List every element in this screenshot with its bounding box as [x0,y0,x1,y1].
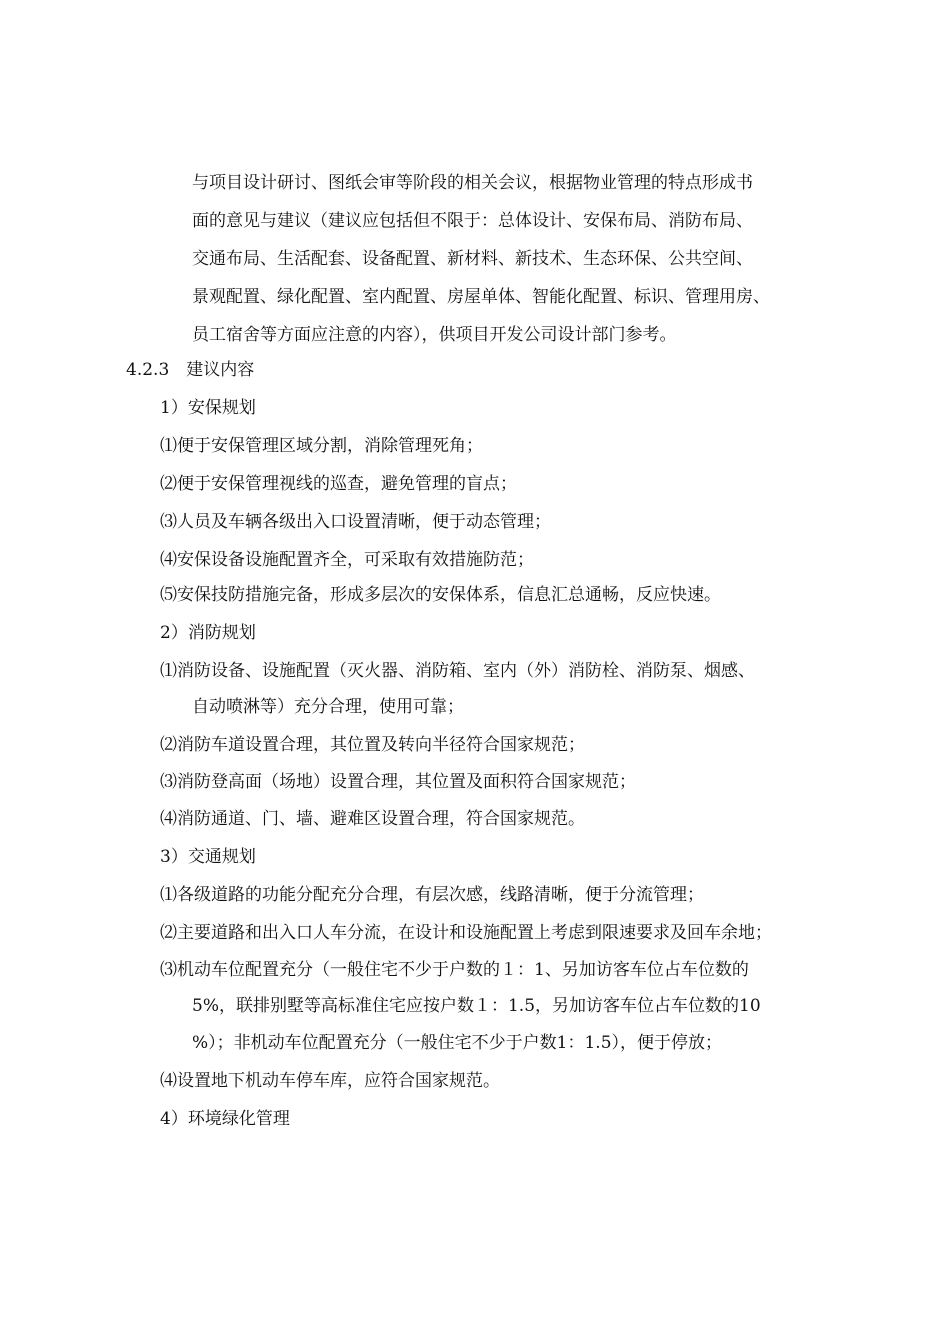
traffic-item-3-line-3: %）；非机动车位配置充分（一般住宅不少于户数1：1.5），便于停放； [192,1033,723,1053]
traffic-item-1: ⑴各级道路的功能分配充分合理，有层次感，线路清晰，便于分流管理； [160,885,704,905]
intro-line-1: 与项目设计研讨、图纸会审等阶段的相关会议，根据物业管理的特点形成书 [192,173,753,193]
greening-heading: 4）环境绿化管理 [160,1109,290,1129]
traffic-item-3-line-2: 5%，联排别墅等高标准住宅应按户数１：1.5，另加访客车位占车位数的10 [192,996,761,1016]
fire-item-1-line-1: ⑴消防设备、设施配置（灭火器、消防箱、室内（外）消防栓、消防泵、烟感、 [160,661,755,681]
intro-line-4: 景观配置、绿化配置、室内配置、房屋单体、智能化配置、标识、管理用房、 [192,287,770,307]
security-item-2: ⑵便于安保管理视线的巡查，避免管理的盲点； [160,474,517,494]
traffic-item-2: ⑵主要道路和出入口人车分流，在设计和设施配置上考虑到限速要求及回车余地； [160,923,772,943]
intro-line-2: 面的意见与建议（建议应包括但不限于：总体设计、安保布局、消防布局、 [192,211,753,231]
intro-line-5: 员工宿舍等方面应注意的内容），供项目开发公司设计部门参考。 [192,325,677,345]
security-item-4: ⑷安保设备设施配置齐全，可采取有效措施防范； [160,550,534,570]
section-heading: 4.2.3 建议内容 [126,360,255,380]
traffic-item-3-line-1: ⑶机动车位配置充分（一般住宅不少于户数的１：1、另加访客车位占车位数的 [160,960,749,980]
traffic-item-4: ⑷设置地下机动车停车库，应符合国家规范。 [160,1071,500,1091]
fire-heading: 2）消防规划 [160,623,256,643]
fire-item-2: ⑵消防车道设置合理，其位置及转向半径符合国家规范； [160,735,585,755]
traffic-heading: 3）交通规划 [160,847,256,867]
security-heading: 1）安保规划 [160,398,256,418]
security-item-5: ⑸安保技防措施完备，形成多层次的安保体系，信息汇总通畅，反应快速。 [160,585,721,605]
fire-item-3: ⑶消防登高面（场地）设置合理，其位置及面积符合国家规范； [160,772,636,792]
intro-line-3: 交通布局、生活配套、设备配置、新材料、新技术、生态环保、公共空间、 [192,249,753,269]
fire-item-1-line-2: 自动喷淋等）充分合理，使用可靠； [192,697,464,717]
fire-item-4: ⑷消防通道、门、墙、避难区设置合理，符合国家规范。 [160,809,585,829]
security-item-1: ⑴便于安保管理区域分割，消除管理死角； [160,436,483,456]
security-item-3: ⑶人员及车辆各级出入口设置清晰，便于动态管理； [160,512,551,532]
